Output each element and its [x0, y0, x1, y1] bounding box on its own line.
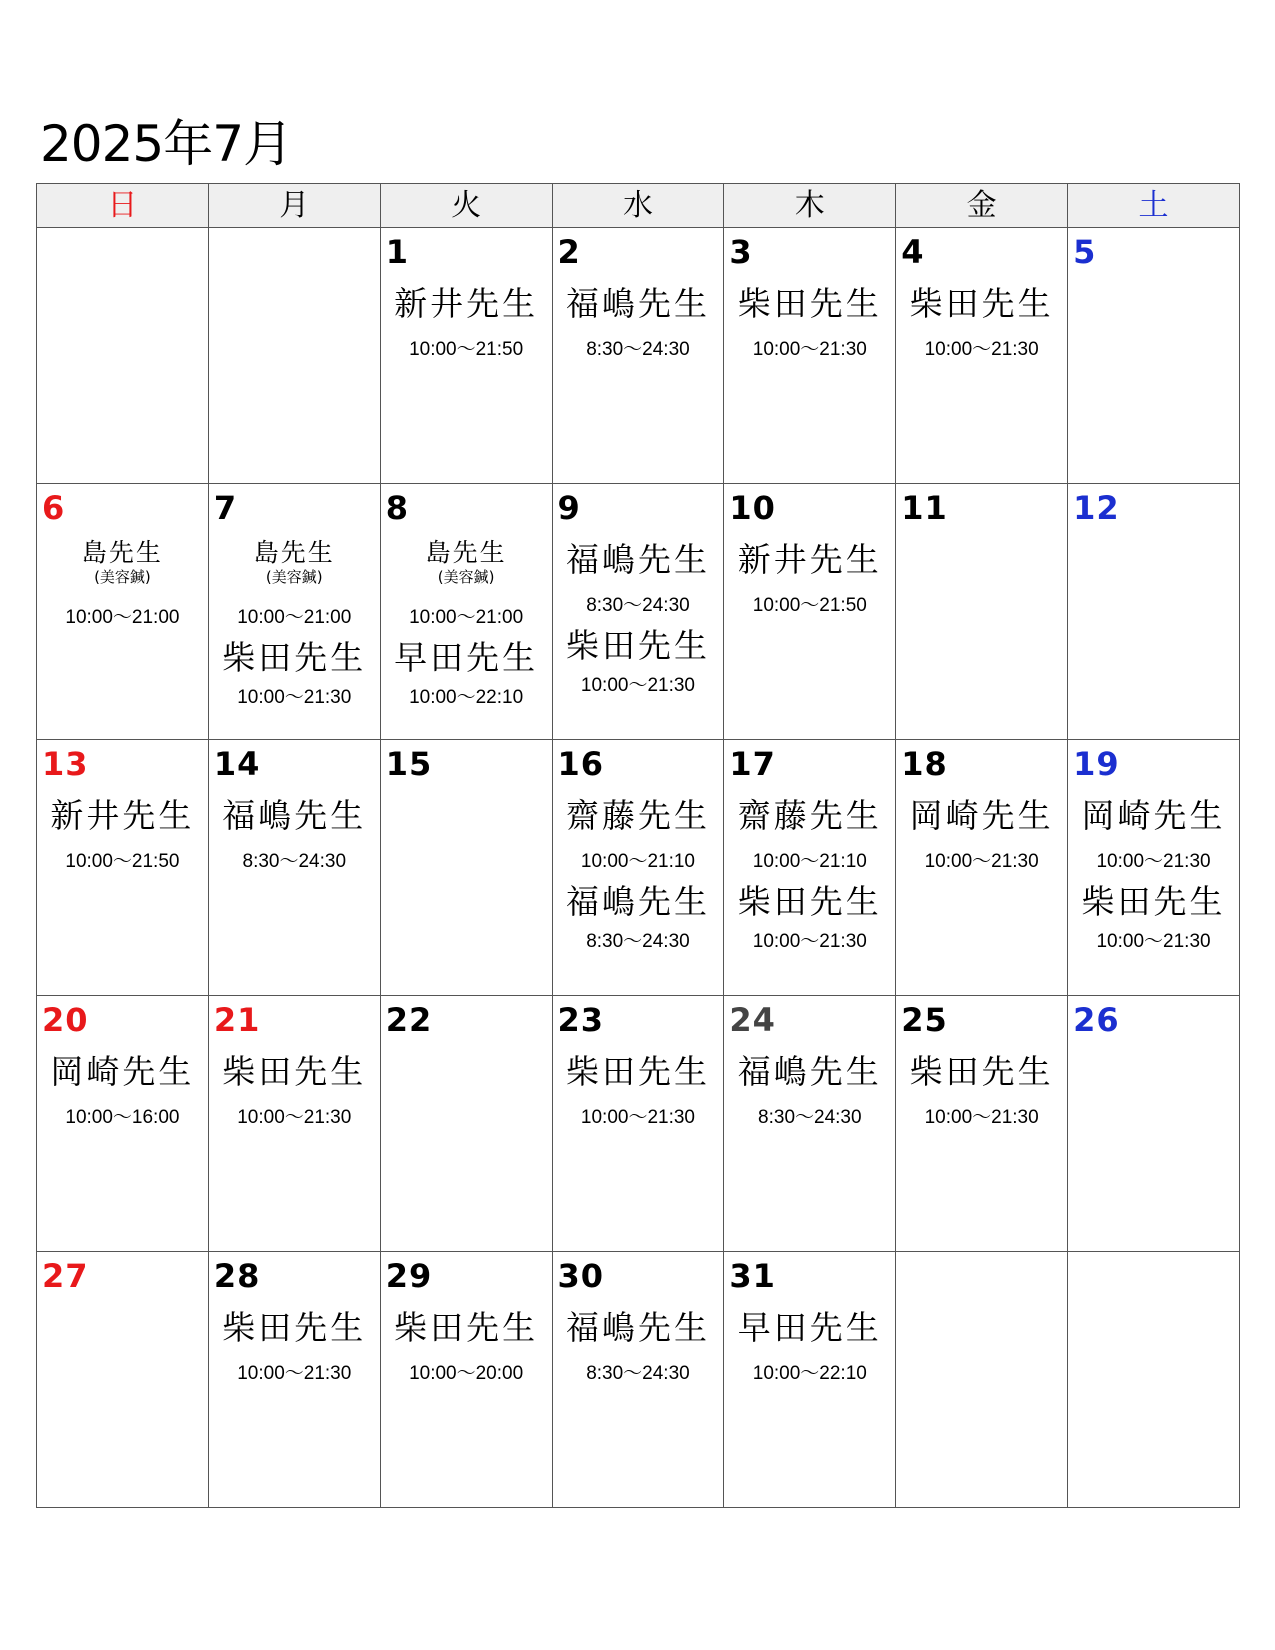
schedule-entry: [553, 880, 724, 954]
schedule-entries: [37, 538, 208, 634]
day-cell: [208, 228, 380, 484]
weekday-header: 月: [208, 184, 380, 228]
day-cell: [380, 740, 552, 996]
day-number: 6: [42, 489, 66, 527]
staff-name: 岡崎先生: [50, 1052, 195, 1091]
day-number: 18: [901, 745, 948, 783]
day-number: 15: [385, 745, 433, 783]
day-cell: [1068, 996, 1240, 1252]
schedule-entry: [724, 1306, 895, 1386]
day-number: 19: [1073, 745, 1120, 783]
day-number: 17: [729, 745, 776, 783]
shift-time: 8:30〜24:30: [586, 595, 690, 616]
staff-name: 柴田先生: [222, 1308, 367, 1347]
day-cell: [896, 1252, 1068, 1508]
shift-time: 8:30〜24:30: [586, 931, 690, 952]
schedule-entries: [724, 1306, 895, 1390]
day-cell: [896, 740, 1068, 996]
week-row: [37, 996, 1240, 1252]
day-cell: [724, 1252, 896, 1508]
schedule-entries: [37, 794, 208, 878]
shift-time: 10:00〜20:00: [409, 1363, 524, 1384]
shift-time: 10:00〜21:10: [580, 851, 695, 872]
schedule-entry: [724, 880, 895, 954]
shift-time: 10:00〜21:00: [409, 607, 524, 628]
day-number: 25: [901, 1001, 948, 1039]
day-cell: [1068, 740, 1240, 996]
day-number: 21: [213, 1001, 261, 1039]
day-cell: [1068, 484, 1240, 740]
schedule-entry: [381, 636, 552, 710]
schedule-entry: [209, 1050, 380, 1130]
staff-name: 柴田先生: [222, 638, 367, 677]
schedule-entry: [553, 538, 724, 618]
staff-name: 新井先生: [394, 284, 539, 323]
staff-note: (美容鍼): [94, 568, 151, 586]
day-cell: [724, 996, 896, 1252]
day-number: 30: [557, 1257, 605, 1295]
schedule-entries: [553, 538, 724, 702]
schedule-entries: [724, 794, 895, 958]
week-row: [37, 484, 1240, 740]
staff-name: 齋藤先生: [565, 796, 710, 835]
staff-name: 新井先生: [50, 796, 195, 835]
schedule-entries: [896, 282, 1067, 366]
weekday-header: 日: [37, 184, 209, 228]
shift-time: 8:30〜24:30: [586, 339, 690, 360]
staff-name: 柴田先生: [737, 882, 882, 921]
schedule-entry: [209, 636, 380, 710]
weekday-header: 金: [896, 184, 1068, 228]
day-number: 11: [901, 489, 948, 527]
shift-time: 10:00〜21:30: [752, 339, 867, 360]
staff-name: 新井先生: [737, 540, 882, 579]
calendar-title: 2025年7月: [40, 115, 293, 173]
staff-name: 岡崎先生: [909, 796, 1054, 835]
shift-time: 10:00〜21:30: [237, 1363, 352, 1384]
day-cell: [896, 996, 1068, 1252]
shift-time: 10:00〜21:30: [237, 687, 352, 708]
day-number: 2: [557, 233, 581, 271]
day-cell: [724, 740, 896, 996]
schedule-entry: [381, 282, 552, 362]
day-cell: [208, 1252, 380, 1508]
schedule-entries: [553, 794, 724, 958]
staff-name: 岡崎先生: [1081, 796, 1226, 835]
shift-time: 10:00〜21:30: [580, 1107, 695, 1128]
shift-time: 10:00〜21:30: [1096, 931, 1211, 952]
shift-time: 10:00〜21:30: [752, 931, 867, 952]
day-cell: [1068, 228, 1240, 484]
day-cell: [552, 484, 724, 740]
schedule-entries: [553, 1050, 724, 1134]
weekday-header: 木: [724, 184, 896, 228]
schedule-entries: [896, 794, 1067, 878]
day-cell: [552, 228, 724, 484]
staff-name: 柴田先生: [565, 626, 710, 665]
schedule-entry: [37, 794, 208, 874]
day-cell: [208, 996, 380, 1252]
schedule-entry: [553, 1050, 724, 1130]
staff-name: 柴田先生: [909, 284, 1054, 323]
calendar-grid: [36, 183, 1240, 1508]
day-cell: [37, 740, 209, 996]
day-number: 3: [729, 233, 753, 271]
day-number: 24: [729, 1001, 776, 1039]
day-cell: [37, 1252, 209, 1508]
weekday-header: 土: [1068, 184, 1240, 228]
shift-time: 8:30〜24:30: [242, 851, 347, 872]
day-cell: [380, 996, 552, 1252]
week-row: [37, 228, 1240, 484]
schedule-entry: [896, 794, 1067, 874]
staff-name: 柴田先生: [222, 1052, 367, 1091]
day-number: 20: [42, 1001, 89, 1039]
schedule-entries: [37, 1050, 208, 1134]
weekday-header: 火: [380, 184, 552, 228]
staff-name: 福嶋先生: [565, 882, 710, 921]
schedule-entry: [37, 1050, 208, 1130]
schedule-entry: [209, 794, 380, 874]
schedule-entry: [553, 1306, 724, 1386]
staff-name: 福嶋先生: [222, 796, 367, 835]
shift-time: 8:30〜24:30: [586, 1363, 690, 1384]
day-number: 14: [213, 745, 261, 783]
shift-time: 10:00〜21:50: [409, 339, 524, 360]
day-cell: [380, 228, 552, 484]
staff-name: 福嶋先生: [737, 1052, 882, 1091]
calendar-body: [37, 228, 1240, 1508]
day-number: 16: [557, 745, 605, 783]
staff-name: 柴田先生: [1081, 882, 1226, 921]
day-cell: [552, 996, 724, 1252]
staff-name: 柴田先生: [565, 1052, 710, 1091]
schedule-entry: [724, 538, 895, 618]
schedule-entries: [1068, 794, 1239, 958]
schedule-entry: [724, 1050, 895, 1130]
day-cell: [896, 228, 1068, 484]
day-number: 27: [42, 1257, 89, 1295]
day-number: 22: [385, 1001, 433, 1039]
shift-time: 10:00〜21:50: [65, 851, 180, 872]
schedule-entry: [37, 538, 208, 630]
shift-time: 10:00〜21:30: [924, 1107, 1039, 1128]
shift-time: 10:00〜22:10: [409, 687, 524, 708]
shift-time: 10:00〜21:30: [924, 339, 1039, 360]
day-cell: [37, 228, 209, 484]
staff-name: 福嶋先生: [565, 540, 710, 579]
day-cell: [552, 1252, 724, 1508]
schedule-entry: [1068, 880, 1239, 954]
day-cell: [896, 484, 1068, 740]
schedule-entries: [381, 538, 552, 714]
schedule-entry: [209, 538, 380, 630]
schedule-entries: [209, 538, 380, 714]
shift-time: 10:00〜21:30: [237, 1107, 352, 1128]
shift-time: 10:00〜21:00: [237, 607, 352, 628]
schedule-entries: [553, 1306, 724, 1390]
schedule-entry: [381, 1306, 552, 1386]
schedule-entry: [553, 282, 724, 362]
day-number: 7: [213, 489, 238, 527]
day-number: 10: [729, 489, 776, 527]
day-number: 13: [42, 745, 89, 783]
shift-time: 8:30〜24:30: [758, 1107, 862, 1128]
staff-name: 柴田先生: [394, 1308, 539, 1347]
schedule-entries: [381, 1306, 552, 1390]
shift-time: 10:00〜16:00: [65, 1107, 180, 1128]
day-number: 1: [385, 233, 409, 271]
day-number: 8: [385, 489, 409, 527]
schedule-entries: [209, 1306, 380, 1390]
shift-time: 10:00〜21:30: [924, 851, 1039, 872]
staff-note: (美容鍼): [265, 568, 323, 586]
day-cell: [380, 484, 552, 740]
schedule-entry: [381, 538, 552, 630]
schedule-entry: [1068, 794, 1239, 874]
day-number: 28: [213, 1257, 261, 1295]
weekday-header: 水: [552, 184, 724, 228]
day-cell: [724, 484, 896, 740]
staff-name: 福嶋先生: [565, 1308, 710, 1347]
schedule-entry: [896, 282, 1067, 362]
day-number: 26: [1073, 1001, 1120, 1039]
shift-time: 10:00〜21:50: [752, 595, 867, 616]
schedule-entries: [896, 1050, 1067, 1134]
day-cell: [724, 228, 896, 484]
schedule-entries: [553, 282, 724, 366]
day-cell: [37, 996, 209, 1252]
shift-time: 10:00〜21:00: [65, 607, 180, 628]
schedule-entry: [553, 794, 724, 874]
day-number: 12: [1073, 489, 1120, 527]
staff-name: 早田先生: [394, 638, 539, 677]
day-cell: [208, 740, 380, 996]
shift-time: 10:00〜21:30: [1096, 851, 1211, 872]
day-number: 31: [729, 1257, 776, 1295]
staff-name: 島先生: [425, 538, 507, 567]
schedule-entries: [209, 1050, 380, 1134]
staff-name: 福嶋先生: [565, 284, 710, 323]
schedule-entry: [896, 1050, 1067, 1130]
day-number: 5: [1073, 233, 1097, 271]
schedule-entry: [209, 1306, 380, 1386]
staff-name: 柴田先生: [737, 284, 882, 323]
week-row: [37, 740, 1240, 996]
day-cell: [552, 740, 724, 996]
staff-name: 島先生: [253, 538, 335, 567]
week-row: [37, 1252, 1240, 1508]
day-number: 29: [385, 1257, 433, 1295]
weekday-header-row: [37, 184, 1240, 228]
shift-time: 10:00〜21:30: [580, 675, 695, 696]
staff-note: (美容鍼): [437, 568, 495, 586]
schedule-entries: [724, 282, 895, 366]
day-cell: [37, 484, 209, 740]
day-number: 9: [557, 489, 581, 527]
day-cell: [380, 1252, 552, 1508]
shift-time: 10:00〜22:10: [752, 1363, 867, 1384]
staff-name: 柴田先生: [909, 1052, 1054, 1091]
schedule-entries: [209, 794, 380, 878]
staff-name: 齋藤先生: [737, 796, 882, 835]
staff-name: 島先生: [81, 538, 163, 567]
shift-time: 10:00〜21:10: [752, 851, 867, 872]
schedule-entry: [553, 624, 724, 698]
schedule-entry: [724, 794, 895, 874]
day-cell: [1068, 1252, 1240, 1508]
day-number: 4: [901, 233, 925, 271]
schedule-entry: [724, 282, 895, 362]
staff-name: 早田先生: [737, 1308, 882, 1347]
schedule-entries: [724, 538, 895, 622]
day-number: 23: [557, 1001, 605, 1039]
schedule-entries: [724, 1050, 895, 1134]
schedule-entries: [381, 282, 552, 366]
day-cell: [208, 484, 380, 740]
